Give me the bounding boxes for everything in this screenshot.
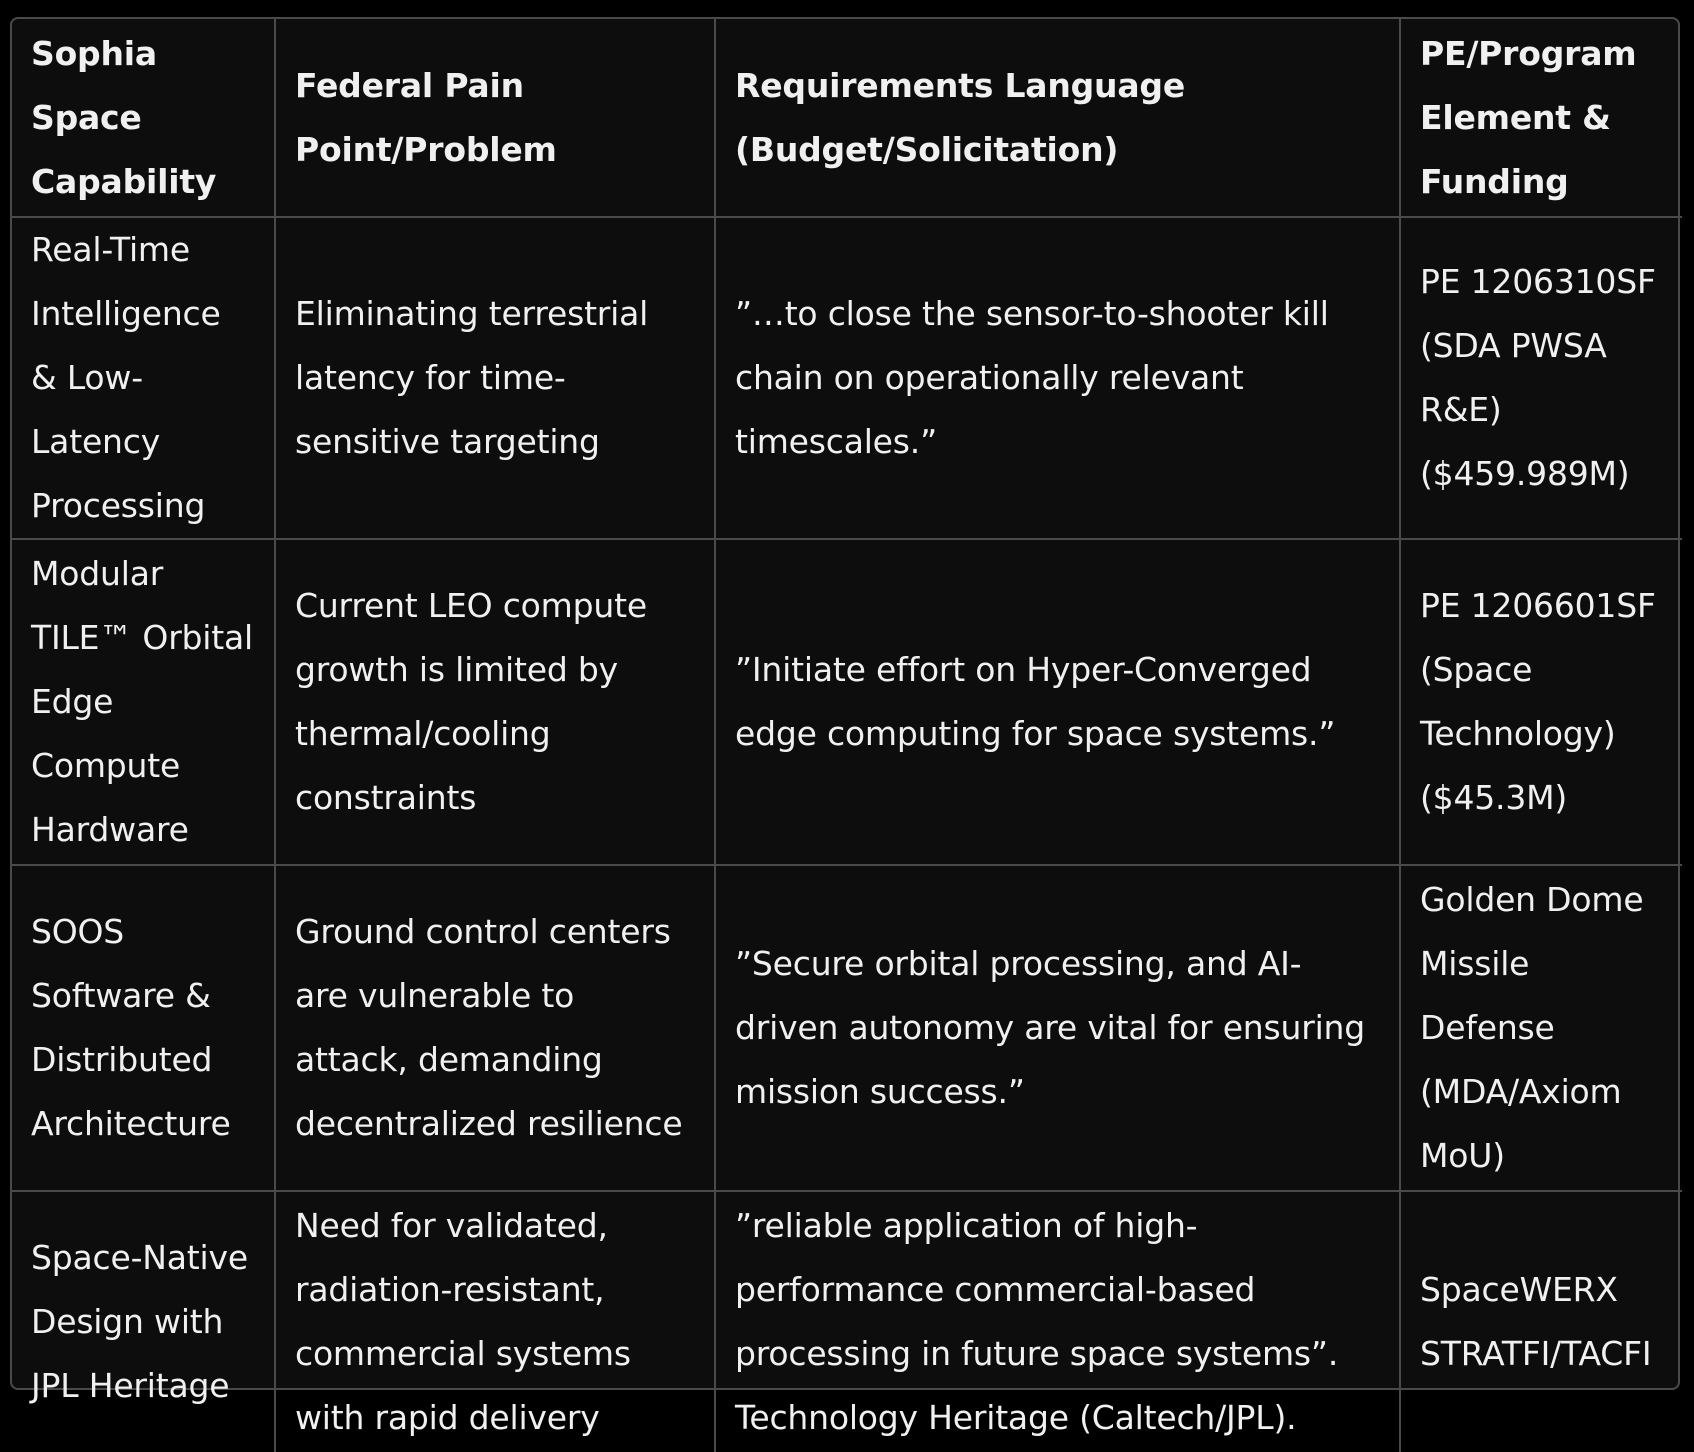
cell-requirements: ”reliable application of high-performance commercial-based processing in future space systems”. Technology Heritage (Caltech/JPL). [715,1191,1400,1452]
cell-pain-point: Current LEO compute growth is limited by thermal/cooling constraints [275,539,715,865]
table-row [12,1191,1682,1452]
header-pain-point: Federal Pain Point/Problem [275,19,715,217]
cell-requirements: ”…to close the sensor-to-shooter kill chain on operationally relevant timescales.” [715,217,1400,539]
header-requirements: Requirements Language (Budget/Solicitation) [715,19,1400,217]
cell-requirements: ”Initiate effort on Hyper-Converged edge computing for space systems.” [715,539,1400,865]
cell-capability: Space-Native Design with JPL Heritage [12,1191,275,1452]
cell-requirements: ”Secure orbital processing, and AI-driven autonomy are vital for ensuring mission success.” [715,865,1400,1191]
cell-funding: Golden Dome Missile Defense (MDA/Axiom MoU) [1400,865,1682,1191]
capability-table-container [10,17,1680,1437]
table-row [12,865,1682,1191]
cell-capability: SOOS Software & Distributed Architecture [12,865,275,1191]
cell-capability: Modular TILE™ Orbital Edge Compute Hardware [12,539,275,865]
header-capability: Sophia Space Capability [12,19,275,217]
cell-capability: Real-Time Intelligence & Low-Latency Processing [12,217,275,539]
table-row [12,217,1682,539]
cell-pain-point: Eliminating terrestrial latency for time-sensitive targeting [275,217,715,539]
capability-table [12,19,1682,1452]
cell-funding: SpaceWERX STRATFI/TACFI [1400,1191,1682,1452]
table-header-row [12,19,1682,217]
cell-funding: PE 1206601SF (Space Technology) ($45.3M) [1400,539,1682,865]
cell-pain-point: Need for validated, radiation-resistant, commercial systems with rapid delivery [275,1191,715,1452]
table-row [12,539,1682,865]
cell-pain-point: Ground control centers are vulnerable to attack, demanding decentralized resilience [275,865,715,1191]
header-funding: PE/Program Element & Funding [1400,19,1682,217]
cell-funding: PE 1206310SF (SDA PWSA R&E) ($459.989M) [1400,217,1682,539]
